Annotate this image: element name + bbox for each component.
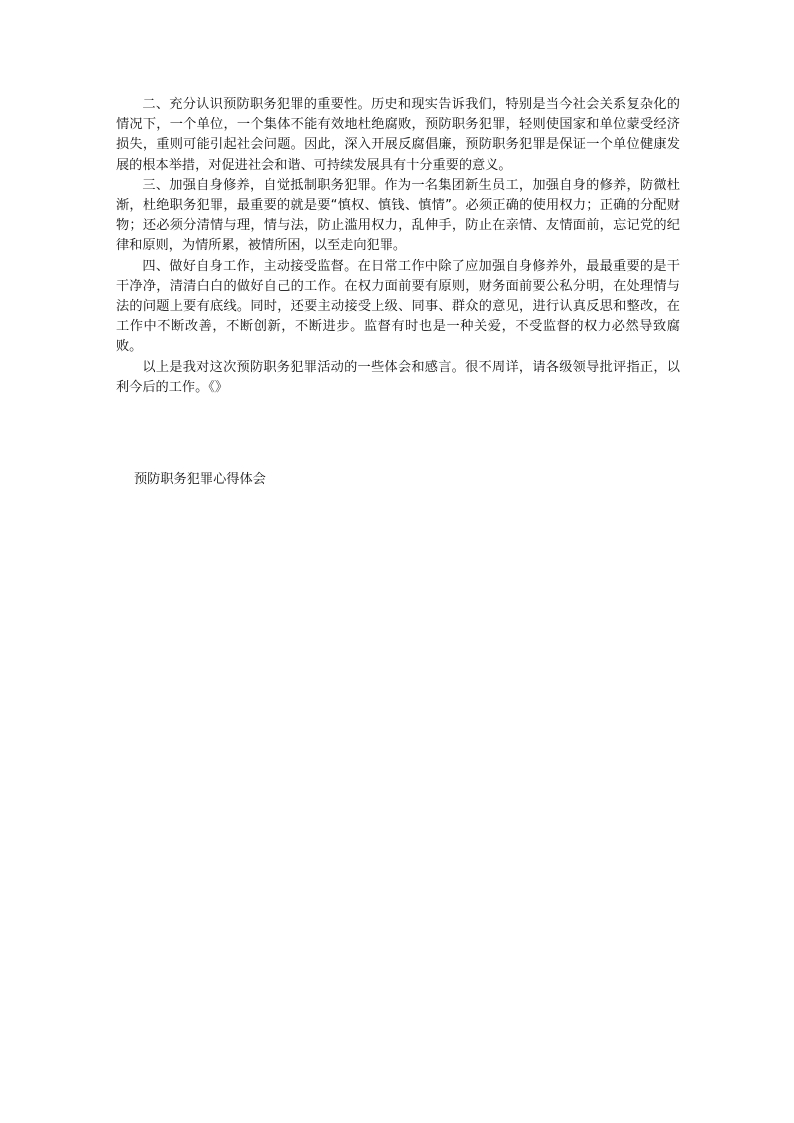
paragraph-2: 二、充分认识预防职务犯罪的重要性。历史和现实告诉我们，特别是当今社会关系复杂化的情况下，一个单位，一个集体不能有效地杜绝腐败，预防职务犯罪，轻则使国家和单位蒙受经济损失，重则可能引起社会问题。因此，深入开展反腐倡廉，预防职务犯罪是保证一个单位健康发展的根本举措，对促进社会和谐、可持续发展具有十分重要的意义。 <box>116 97 680 173</box>
paragraph-conclusion: 以上是我对这次预防职务犯罪活动的一些体会和感言。很不周详，请各级领导批评指正，以利今后的工作。《》 <box>116 359 680 395</box>
footer-title: 预防职务犯罪心得体会 <box>134 472 266 487</box>
document-body <box>116 95 680 398</box>
paragraph-4: 四、做好自身工作，主动接受监督。在日常工作中除了应加强自身修养外，最最重要的是干干净净，清清白白的做好自己的工作。在权力面前要有原则，财务面前要公私分明，在处理情与法的问题上要有底线。同时，还要主动接受上级、同事、群众的意见，进行认真反思和整改，在工作中不断改善，不断创新，不断进步。监督有时也是一种关爱，不受监督的权力必然导致腐败。 <box>116 258 680 355</box>
paragraph-3: 三、加强自身修养，自觉抵制职务犯罪。作为一名集团新生员工，加强自身的修养，防微杜渐，杜绝职务犯罪，最重要的就是要“慎权、慎钱、慎情”。必须正确的使用权力；正确的分配财物；还必须分清情与理，情与法，防止滥用权力，乱伸手，防止在亲情、友情面前，忘记党的纪律和原则，为情所累，被情所困，以至走向犯罪。 <box>116 177 680 254</box>
